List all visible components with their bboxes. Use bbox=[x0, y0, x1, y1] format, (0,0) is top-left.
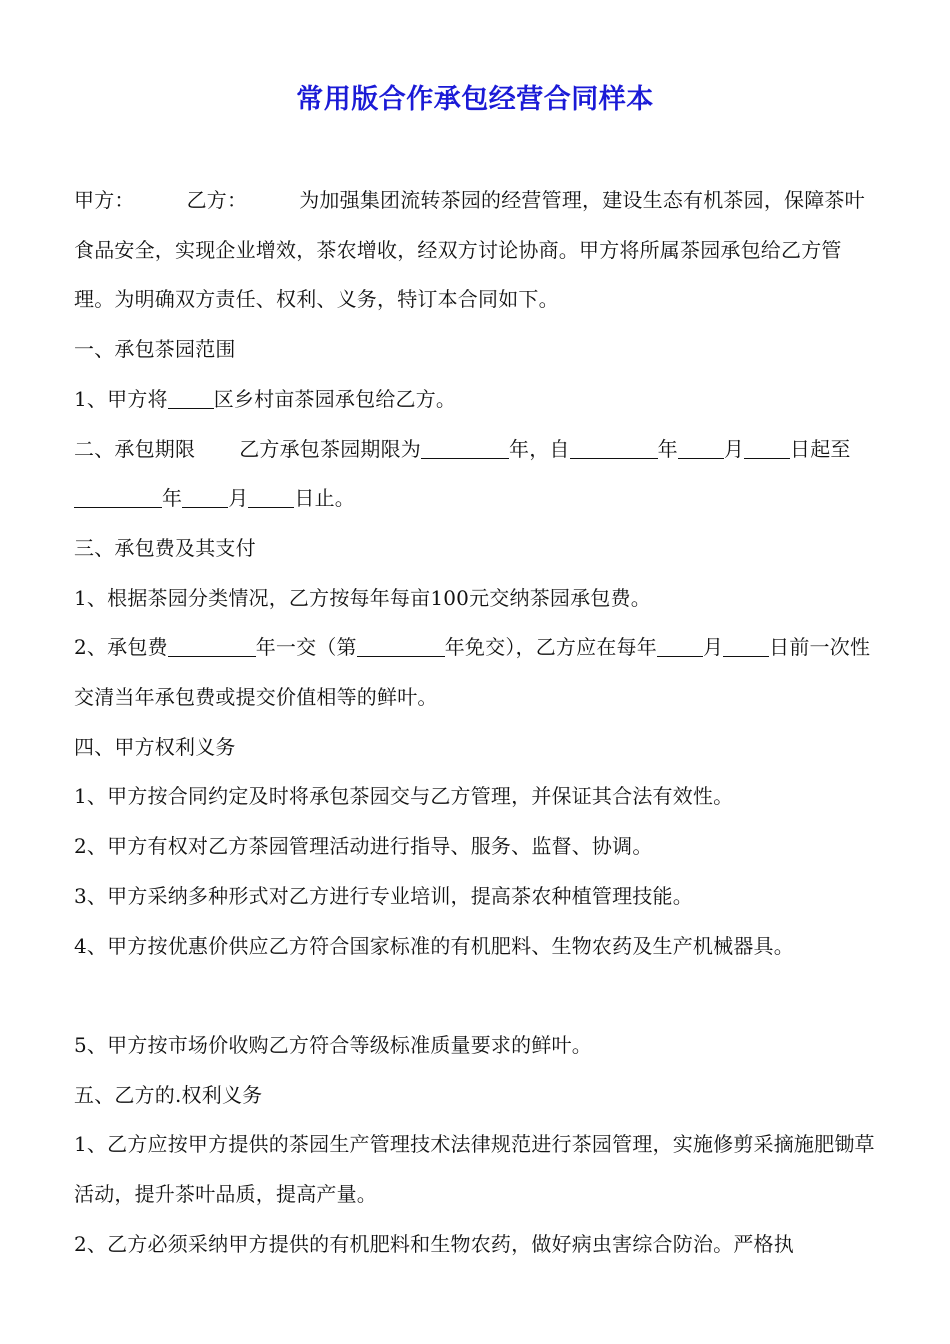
section-4-item-1: 1、甲方按合同约定及时将承包茶园交与乙方管理，并保证其合法有效性。 bbox=[74, 784, 734, 809]
fill-blank bbox=[678, 438, 724, 459]
section-5-item-1: 1、乙方应按甲方提供的茶园生产管理技术法律规范进行茶园管理，实施修剪采摘施肥锄草活动，提升茶叶品质，提高产量。 bbox=[74, 1132, 875, 1207]
section-4-heading: 四、甲方权利义务 bbox=[74, 734, 236, 759]
section-5-heading: 五、乙方的.权利义务 bbox=[74, 1082, 263, 1107]
document-title: 常用版合作承包经营合同样本 bbox=[296, 84, 654, 115]
section-1-heading: 一、承包茶园范围 bbox=[74, 337, 236, 362]
section-4-item-2: 2、甲方有权对乙方茶园管理活动进行指导、服务、监督、协调。 bbox=[74, 834, 653, 859]
fill-blank bbox=[168, 388, 214, 409]
section-1-item-1: 1、甲方将 区乡村亩茶园承包给乙方。 bbox=[74, 386, 457, 411]
fill-blank bbox=[182, 487, 228, 508]
section-3-item-2: 2、承包费 年一交（第 年免交），乙方应在每年 月 日前一次性交清当年承包费或提交价值相等的鲜叶。 bbox=[74, 635, 871, 710]
section-3-heading: 三、承包费及其支付 bbox=[74, 535, 256, 560]
fill-blank bbox=[744, 438, 790, 459]
section-2-paragraph: 二、承包期限 乙方承包茶园期限为 年，自 年 月 日起至年 月 日止。 bbox=[74, 436, 851, 511]
section-4-item-5: 5、甲方按市场价收购乙方符合等级标准质量要求的鲜叶。 bbox=[74, 1032, 592, 1057]
fill-blank bbox=[723, 636, 769, 657]
section-5-item-2: 2、乙方必须采纳甲方提供的有机肥料和生物农药，做好病虫害综合防治。严格执 bbox=[74, 1231, 794, 1256]
fill-blank bbox=[74, 487, 162, 508]
party-b-label: 乙方： bbox=[186, 188, 248, 212]
section-4-item-3: 3、甲方采纳多种形式对乙方进行专业培训，提高茶农种植管理技能。 bbox=[74, 883, 693, 908]
fill-blank bbox=[357, 636, 445, 657]
blank-line bbox=[74, 971, 880, 1021]
fill-blank bbox=[421, 438, 509, 459]
section-4-item-4: 4、甲方按优惠价供应乙方符合国家标准的有机肥料、生物农药及生产机械器具。 bbox=[74, 933, 794, 958]
fill-blank bbox=[657, 636, 703, 657]
section-3-item-1: 1、根据茶园分类情况，乙方按每年每亩100元交纳茶园承包费。 bbox=[74, 585, 651, 610]
intro-paragraph bbox=[74, 176, 880, 325]
party-a-label: 甲方： bbox=[74, 188, 135, 212]
document-body bbox=[74, 176, 880, 1269]
fill-blank bbox=[248, 487, 294, 508]
fill-blank bbox=[570, 438, 658, 459]
fill-blank bbox=[168, 636, 256, 657]
section-2-heading: 二、承包期限 bbox=[74, 436, 196, 461]
intro-text: 为加强集团流转茶园的经营管理，建设生态有机茶园，保障茶叶食品安全，实现企业增效，茶农增收，经双方讨论协商。甲方将所属茶园承包给乙方管理。为明确双方责任、权利、义务，特订本合同如下。 bbox=[74, 188, 865, 312]
